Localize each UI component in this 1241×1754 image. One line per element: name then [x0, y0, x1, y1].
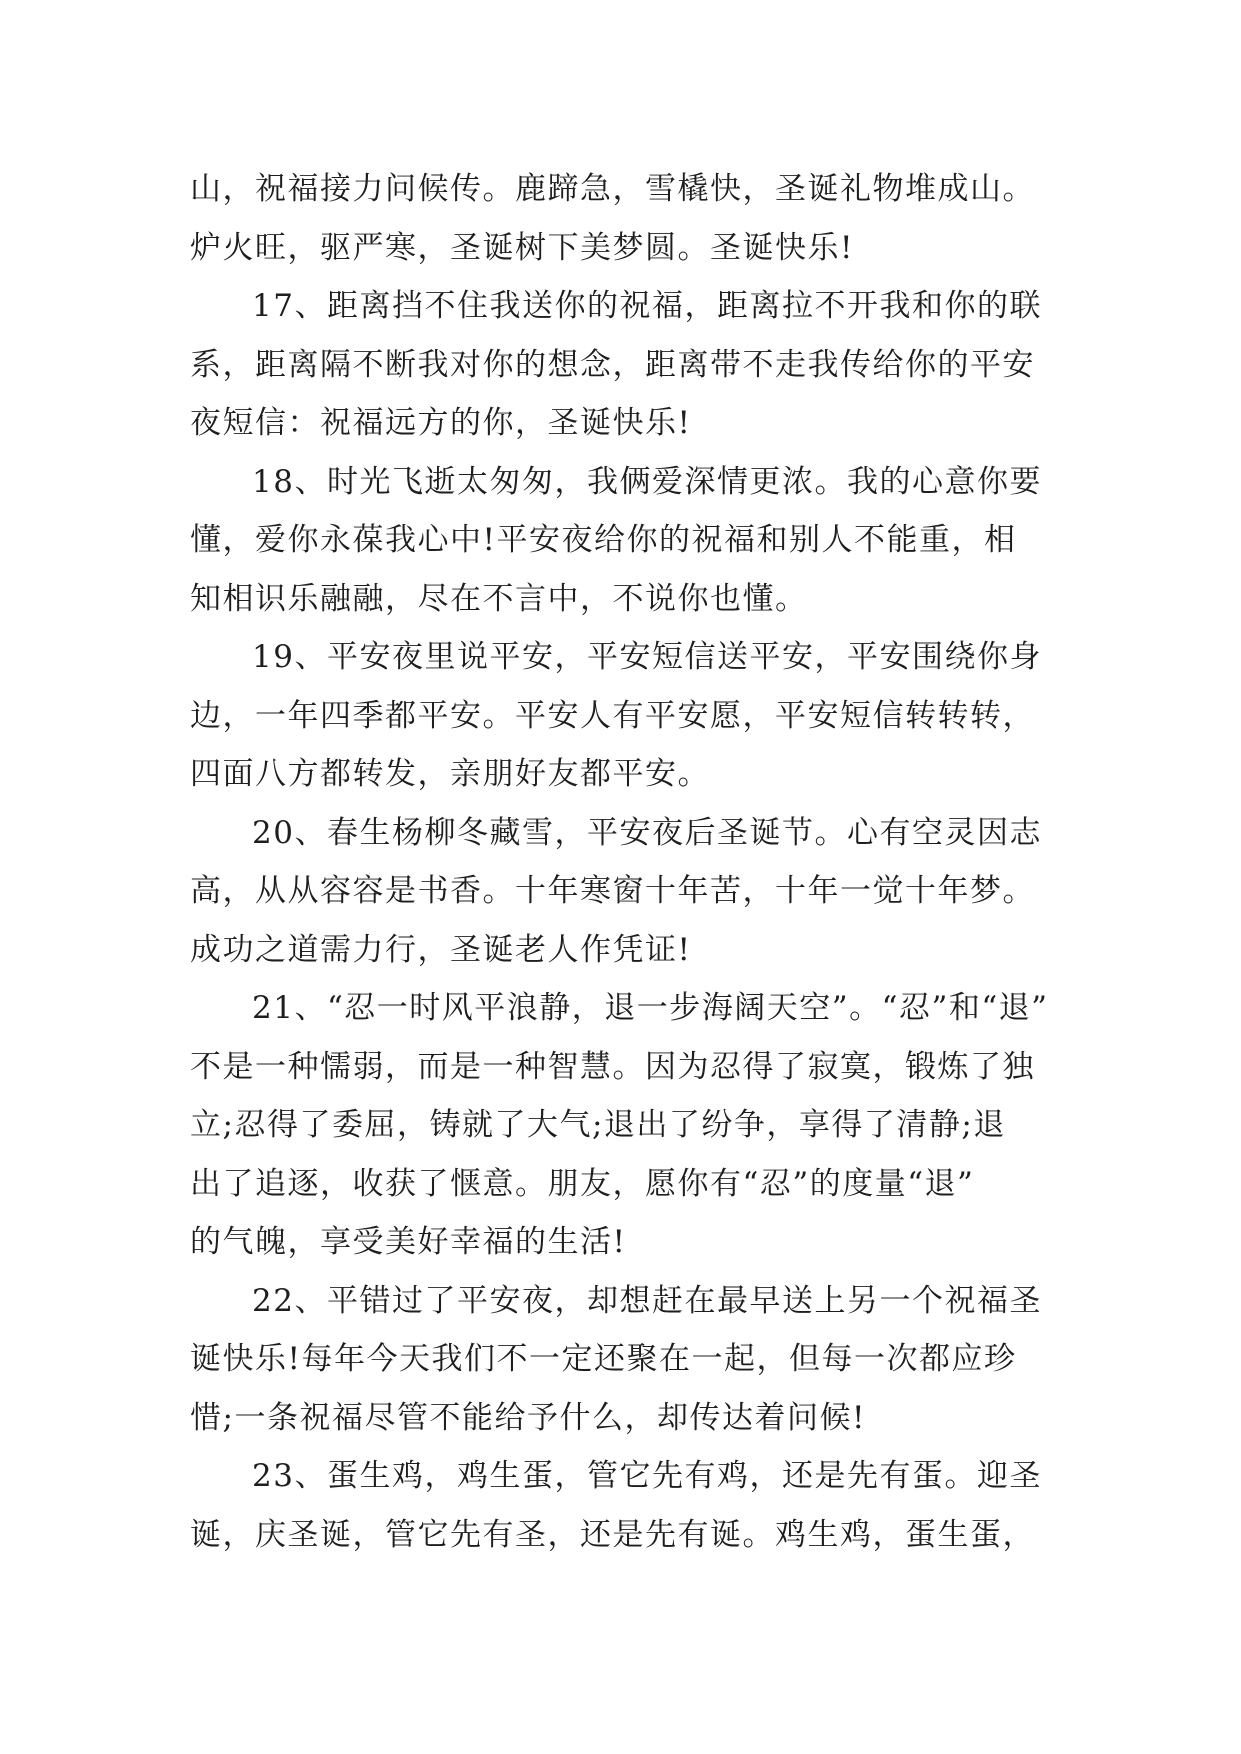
paragraph-line: 出了追逐，收获了惬意。朋友，愿你有“忍”的度量“退” — [190, 1165, 975, 1202]
paragraph-line: 山，祝福接力问候传。鹿蹄急，雪橇快，圣诞礼物堆成山。 — [190, 171, 1035, 207]
paragraph-line: 不是一种懦弱，而是一种智慧。因为忍得了寂寞，锻炼了独 — [190, 1048, 1035, 1085]
paragraph-line: 诞快乐!每年今天我们不一定还聚在一起，但每一次都应珍 — [190, 1341, 1017, 1377]
paragraph-first-line: 23、蛋生鸡，鸡生蛋，管它先有鸡，还是先有蛋。迎圣 — [252, 1458, 1042, 1494]
document-body — [190, 160, 1070, 1564]
paragraph-line: 惜;一条祝福尽管不能给予什么，却传达着问候! — [190, 1399, 866, 1436]
paragraph-first-line: 18、时光飞逝太匆匆，我俩爱深情更浓。我的心意你要 — [252, 463, 1042, 500]
paragraph-line: 炉火旺，驱严寒，圣诞树下美梦圆。圣诞快乐! — [190, 229, 854, 266]
paragraph-line: 夜短信：祝福远方的你，圣诞快乐! — [190, 405, 692, 441]
paragraph-line: 系，距离隔不断我对你的想念，距离带不走我传给你的平安 — [190, 346, 1035, 383]
paragraph-line: 立;忍得了委屈，铸就了大气;退出了纷争，享得了清静;退 — [190, 1107, 1006, 1143]
paragraph-line: 懂，爱你永葆我心中!平安夜给你的祝福和别人不能重，相 — [190, 522, 1017, 558]
paragraph-first-line: 20、春生杨柳冬藏雪，平安夜后圣诞节。心有空灵因志 — [252, 814, 1042, 851]
paragraph-first-line: 19、平安夜里说平安，平安短信送平安，平安围绕你身 — [252, 639, 1042, 675]
paragraph-line: 的气魄，享受美好幸福的生活! — [190, 1224, 627, 1260]
paragraph-line: 边，一年四季都平安。平安人有平安愿，平安短信转转转， — [190, 697, 1035, 734]
paragraph-line: 诞，庆圣诞，管它先有圣，还是先有诞。鸡生鸡，蛋生蛋， — [190, 1516, 1035, 1553]
paragraph-first-line: 21、“忍一时风平浪静，退一步海阔天空”。“忍”和“退” — [252, 990, 1049, 1026]
paragraph-first-line: 17、距离挡不住我送你的祝福，距离拉不开我和你的联 — [252, 288, 1042, 324]
paragraph-first-line: 22、平错过了平安夜，却想赶在最早送上另一个祝福圣 — [252, 1282, 1042, 1319]
paragraph-line: 四面八方都转发，亲朋好友都平安。 — [190, 756, 710, 792]
paragraph-line: 成功之道需力行，圣诞老人作凭证! — [190, 931, 692, 968]
paragraph-line: 高，从从容容是书香。十年寒窗十年苦，十年一觉十年梦。 — [190, 873, 1035, 909]
paragraph-line: 知相识乐融融，尽在不言中，不说你也懂。 — [190, 580, 808, 617]
